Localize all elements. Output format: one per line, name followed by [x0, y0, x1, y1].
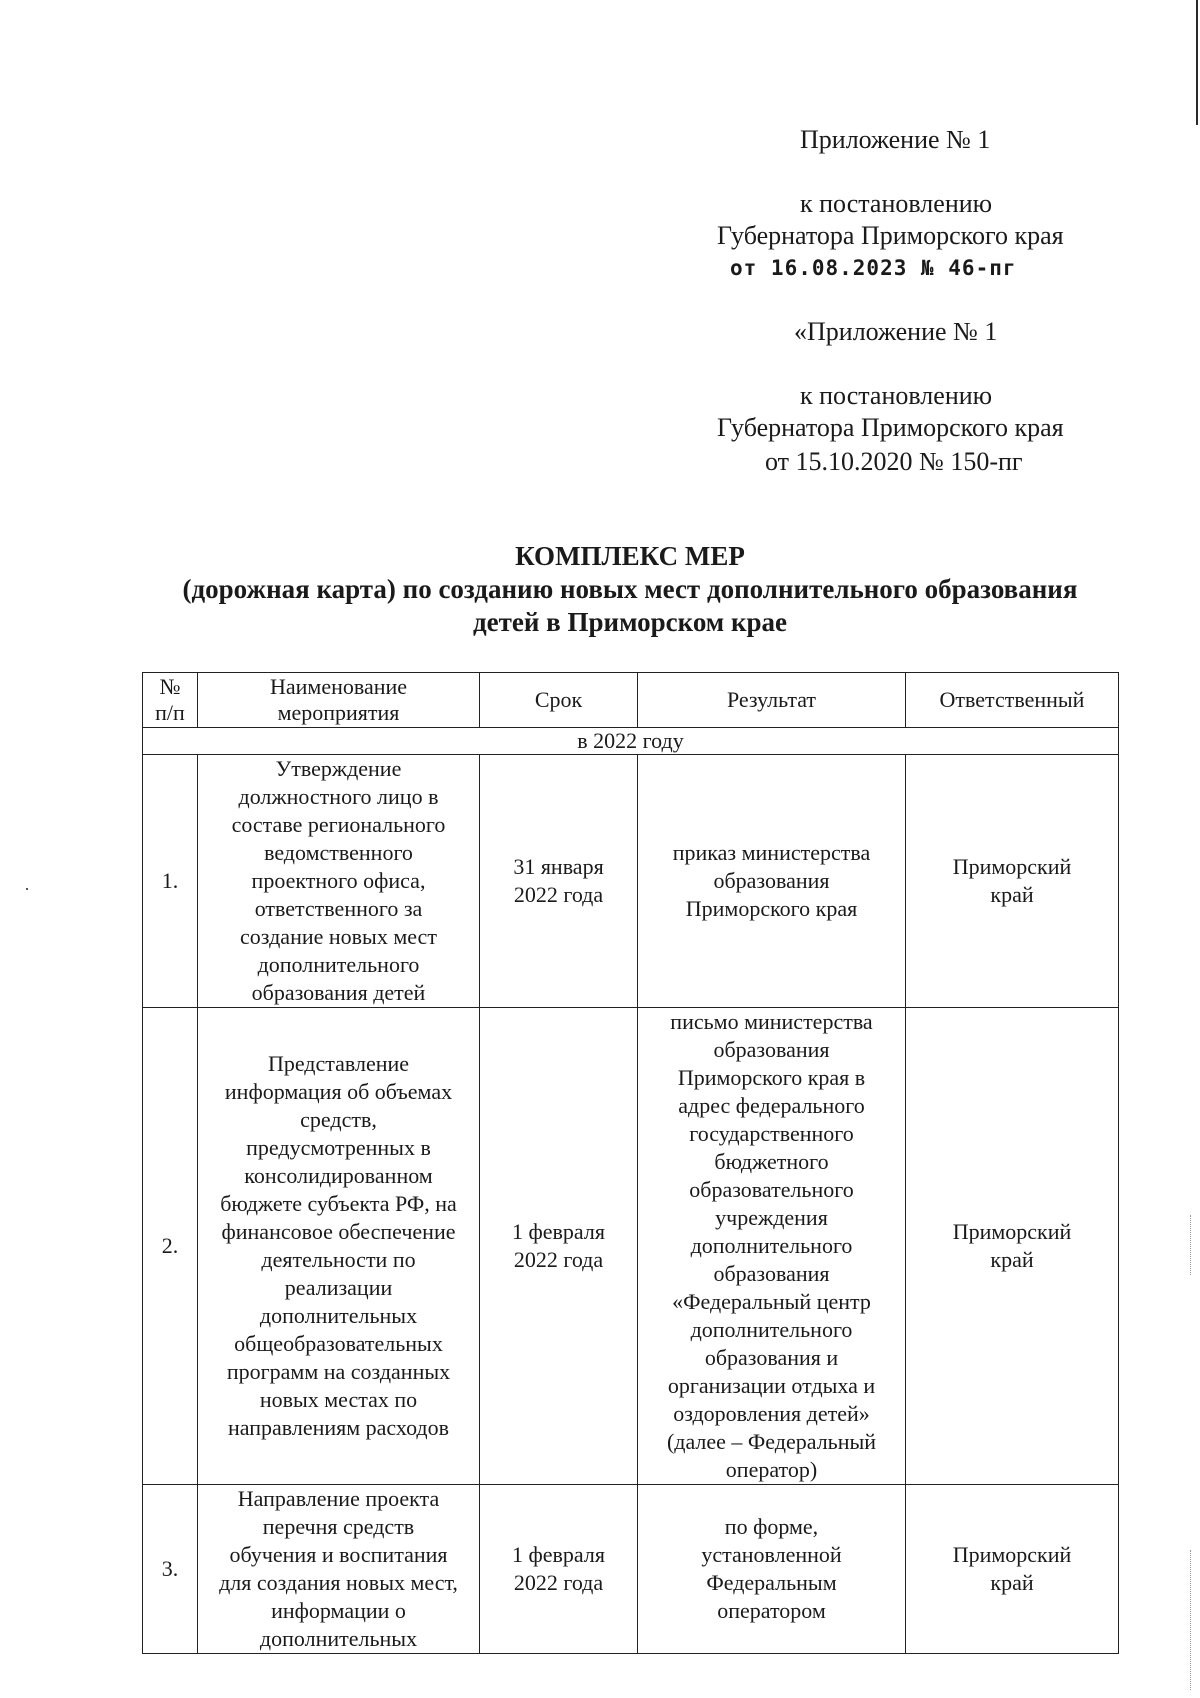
appendix-current: Приложение № 1	[800, 125, 991, 154]
scan-edge-dots	[1190, 1550, 1192, 1690]
row-number: 2.	[143, 1008, 198, 1485]
row-event-name: Утверждение должностного лицо в составе регионального ведомственного проектного офиса, ответственного за создание новых мест дополнительного образования детей	[198, 755, 480, 1008]
authority-label: Губернатора Приморского края	[717, 221, 1064, 250]
table-header-row	[143, 673, 1119, 728]
title-line-1: КОМПЛЕКС МЕР	[515, 541, 745, 571]
col-header-name: Наименование мероприятия	[198, 673, 480, 728]
row-deadline: 31 января 2022 года	[480, 755, 638, 1008]
col-header-result: Результат	[638, 673, 906, 728]
row-number: 1.	[143, 755, 198, 1008]
scan-speck	[26, 888, 28, 890]
authority-label-2: Губернатора Приморского края	[717, 413, 1064, 442]
to-resolution-label-2: к постановлению	[800, 381, 993, 410]
document-title	[0, 540, 1200, 639]
row-result: письмо министерства образования Приморского края в адрес федерального государственного бюджетного образовательного учреждения дополнительного образования «Федеральный центр дополнительного образования и организации отдыха и оздоровления детей» (далее – Федеральный оператор)	[638, 1008, 906, 1485]
section-year: в 2022 году	[143, 728, 1119, 755]
table-row	[143, 755, 1119, 1008]
row-deadline: 1 февраля 2022 года	[480, 1008, 638, 1485]
table-row	[143, 1485, 1119, 1654]
previous-date-number: от 15.10.2020 № 150-пг	[765, 447, 1023, 476]
col-header-deadline: Срок	[480, 673, 638, 728]
stamp-date-number: от 16.08.2023 № 46-пг	[730, 256, 1017, 280]
table-row	[143, 1008, 1119, 1485]
col-header-responsible: Ответственный	[906, 673, 1119, 728]
section-year-row	[143, 728, 1119, 755]
row-event-name: Направление проекта перечня средств обучения и воспитания для создания новых мест, информации о дополнительных	[198, 1485, 480, 1654]
row-responsible: Приморский край	[906, 1485, 1119, 1654]
title-line-2: (дорожная карта) по созданию новых мест дополнительного образования	[182, 574, 1078, 604]
to-resolution-label: к постановлению	[800, 189, 993, 218]
row-number: 3.	[143, 1485, 198, 1654]
row-result: приказ министерства образования Приморского края	[638, 755, 906, 1008]
appendix-previous: «Приложение № 1	[794, 317, 998, 346]
title-line-3: детей в Приморском крае	[472, 607, 788, 637]
row-responsible: Приморский край	[906, 1008, 1119, 1485]
row-responsible: Приморский край	[906, 755, 1119, 1008]
row-event-name: Представление информация об объемах средств, предусмотренных в консолидированном бюджете субъекта РФ, на финансовое обеспечение деятельности по реализации дополнительных общеобразовательных программ на созданных новых местах по направлениям расходов	[198, 1008, 480, 1485]
row-deadline: 1 февраля 2022 года	[480, 1485, 638, 1654]
scan-edge-mark	[1196, 0, 1198, 125]
col-header-number: № п/п	[143, 673, 198, 728]
roadmap-table	[142, 672, 1119, 1654]
scan-edge-dots	[1190, 1215, 1192, 1275]
row-result: по форме, установленной Федеральным оператором	[638, 1485, 906, 1654]
